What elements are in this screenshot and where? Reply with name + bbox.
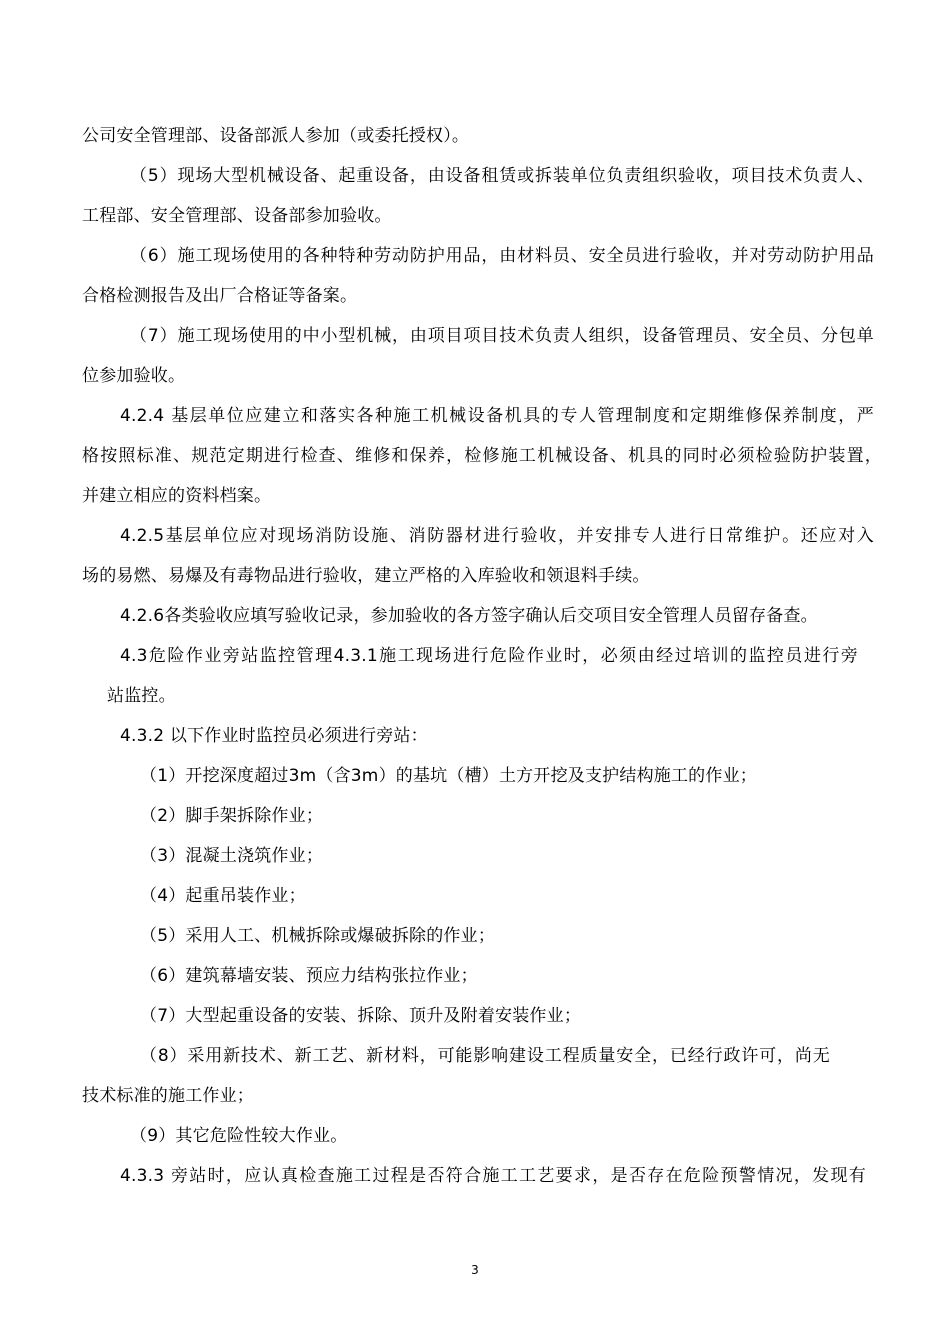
text-line: （6）建筑幕墙安装、预应力结构张拉作业； [140, 966, 478, 986]
text-line: （6）施工现场使用的各种特种劳动防护用品，由材料员、安全员进行验收，并对劳动防护用品 [130, 246, 874, 266]
text-line: （4）起重吊装作业； [140, 886, 306, 906]
text-line: （3）混凝土浇筑作业； [140, 846, 324, 866]
text-line: （1）开挖深度超过3m（含3m）的基坑（槽）土方开挖及支护结构施工的作业； [140, 766, 757, 786]
text-line: 技术标准的施工作业； [82, 1086, 254, 1106]
text-line: 4.2.5基层单位应对现场消防设施、消防器材进行验收，并安排专人进行日常维护。还应对入 [120, 526, 874, 546]
text-line: 公司安全管理部、设备部派人参加（或委托授权）。 [82, 126, 470, 146]
text-line: （5）采用人工、机械拆除或爆破拆除的作业； [140, 926, 496, 946]
text-line: （7）大型起重设备的安装、拆除、顶升及附着安装作业； [140, 1006, 582, 1026]
text-line: 4.3危险作业旁站监控管理4.3.1施工现场进行危险作业时，必须由经过培训的监控员进行旁 [120, 646, 858, 666]
text-line: 4.2.4 基层单位应建立和落实各种施工机械设备机具的专人管理制度和定期维修保养制度，严 [120, 406, 874, 426]
text-line: （7）施工现场使用的中小型机械，由项目项目技术负责人组织，设备管理员、安全员、分包单 [130, 326, 874, 346]
text-line: 4.2.6各类验收应填写验收记录，参加验收的各方签字确认后交项目安全管理人员留存备查。 [120, 606, 818, 626]
text-line: 合格检测报告及出厂合格证等备案。 [82, 286, 358, 306]
text-line: 格按照标准、规范定期进行检查、维修和保养，检修施工机械设备、机具的同时必须检验防护装置， [82, 446, 882, 466]
text-line: （9）其它危险性较大作业。 [130, 1126, 348, 1146]
text-line: （2）脚手架拆除作业； [140, 806, 324, 826]
page-number: 3 [471, 1263, 479, 1277]
text-line: 工程部、安全管理部、设备部参加验收。 [82, 206, 392, 226]
text-line: 位参加验收。 [82, 366, 186, 386]
text-line: 站监控。 [107, 686, 176, 706]
text-line: 场的易燃、易爆及有毒物品进行验收，建立严格的入库验收和领退料手续。 [82, 566, 650, 586]
text-line: （8）采用新技术、新工艺、新材料，可能影响建设工程质量安全，已经行政许可，尚无 [140, 1046, 830, 1066]
text-line: （5）现场大型机械设备、起重设备，由设备租赁或拆装单位负责组织验收，项目技术负责人、 [130, 166, 874, 186]
text-line: 并建立相应的资料档案。 [82, 486, 272, 506]
text-line: 4.3.2 以下作业时监控员必须进行旁站： [120, 726, 428, 746]
text-line: 4.3.3 旁站时，应认真检查施工过程是否符合施工工艺要求，是否存在危险预警情况，发现有 [120, 1166, 866, 1186]
